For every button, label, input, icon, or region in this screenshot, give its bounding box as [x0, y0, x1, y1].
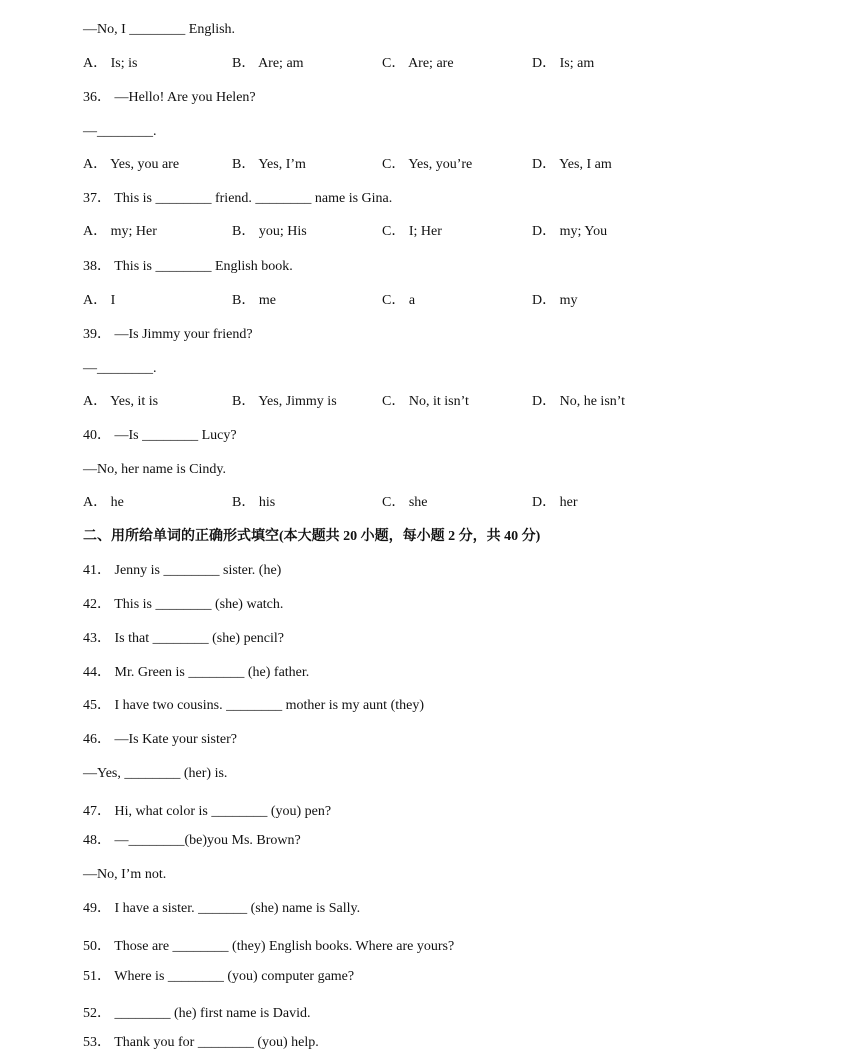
answer-options: [83, 156, 783, 174]
question-line: —________.: [83, 124, 157, 139]
section-heading: 二、用所给单词的正确形式填空(本大题共 20 小题，每小题 2 分，共 40 分): [83, 529, 541, 544]
option-c: C． Yes, you’re: [382, 157, 473, 172]
answer-options: [83, 292, 783, 310]
answer-options: [83, 55, 783, 73]
option-b: B． Yes, I’m: [232, 157, 306, 172]
option-b: B． you; His: [232, 224, 307, 239]
option-d: D． her: [532, 495, 578, 510]
question-line: —No, I’m not.: [83, 867, 167, 882]
question-line: 48． —________(be)you Ms. Brown?: [83, 833, 301, 848]
option-c: C． I; Her: [382, 224, 442, 239]
option-b: B． Are; am: [232, 56, 304, 71]
question-line: —No, her name is Cindy.: [83, 462, 226, 477]
question-line: 46． —Is Kate your sister?: [83, 732, 237, 747]
question-line: 38． This is ________ English book.: [83, 259, 293, 274]
question-line: 41． Jenny is ________ sister. (he): [83, 563, 282, 578]
option-d: D． No, he isn’t: [532, 394, 626, 409]
question-line: 40． —Is ________ Lucy?: [83, 428, 237, 443]
option-a: A． Is; is: [83, 56, 138, 71]
option-a: A． I: [83, 293, 116, 308]
option-c: C． a: [382, 293, 416, 308]
question-line: 39． —Is Jimmy your friend?: [83, 327, 253, 342]
option-c: C． she: [382, 495, 428, 510]
option-a: A． Yes, you are: [83, 157, 180, 172]
question-line: 51． Where is ________ (you) computer game?: [83, 969, 355, 984]
question-line: —No, I ________ English.: [83, 22, 236, 37]
answer-options: [83, 393, 783, 411]
option-b: B． his: [232, 495, 276, 510]
option-d: D． Is; am: [532, 56, 595, 71]
question-line: 36． —Hello! Are you Helen?: [83, 90, 256, 105]
question-line: 42． This is ________ (she) watch.: [83, 597, 284, 612]
question-line: 52． ________ (he) first name is David.: [83, 1006, 311, 1021]
question-line: 45． I have two cousins. ________ mother is my aunt (they): [83, 698, 425, 713]
option-a: A． he: [83, 495, 124, 510]
option-d: D． Yes, I am: [532, 157, 612, 172]
question-line: 49． I have a sister. _______ (she) name is Sally.: [83, 901, 361, 916]
question-line: 53． Thank you for ________ (you) help.: [83, 1035, 319, 1050]
option-c: C． Are; are: [382, 56, 454, 71]
answer-options: [83, 223, 783, 241]
option-d: D． my: [532, 293, 578, 308]
question-line: 47． Hi, what color is ________ (you) pen?: [83, 804, 332, 819]
option-b: B． me: [232, 293, 276, 308]
question-line: 43． Is that ________ (she) pencil?: [83, 631, 285, 646]
option-b: B． Yes, Jimmy is: [232, 394, 337, 409]
question-line: 50． Those are ________ (they) English books. Where are yours?: [83, 939, 455, 954]
option-d: D． my; You: [532, 224, 608, 239]
question-line: 44． Mr. Green is ________ (he) father.: [83, 665, 310, 680]
question-line: —________.: [83, 361, 157, 376]
answer-options: [83, 494, 783, 512]
option-a: A． my; Her: [83, 224, 157, 239]
question-line: 37． This is ________ friend. ________ name is Gina.: [83, 191, 393, 206]
option-a: A． Yes, it is: [83, 394, 159, 409]
question-line: —Yes, ________ (her) is.: [83, 766, 228, 781]
option-c: C． No, it isn’t: [382, 394, 469, 409]
